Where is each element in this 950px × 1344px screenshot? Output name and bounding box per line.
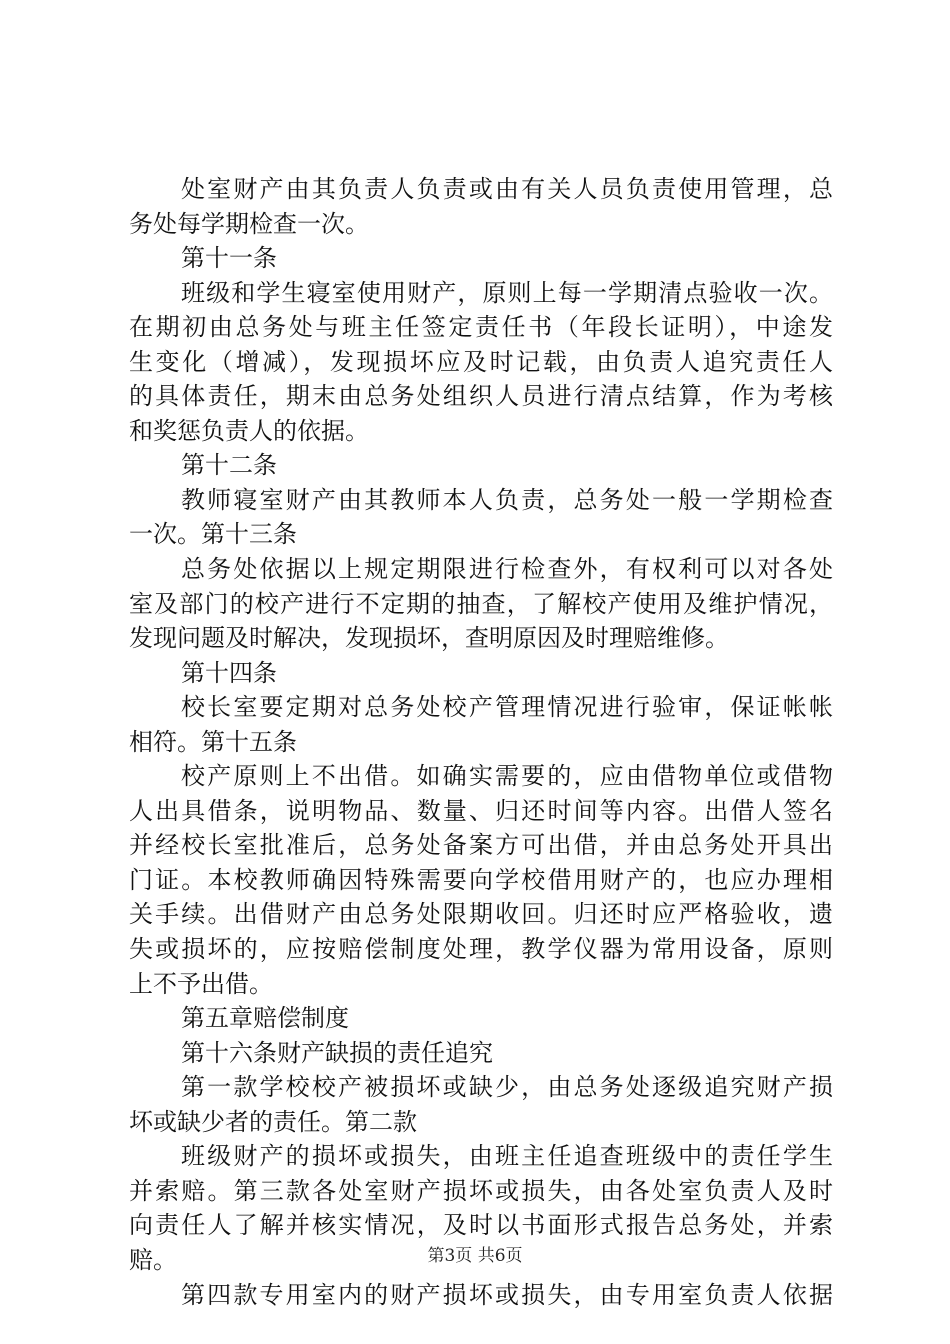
text-line: 总务处依据以上规定期限进行检查外，有权利可以对各处: [181, 555, 833, 584]
text-line: 生变化（增减），发现损坏应及时记载，由负责人追究责任人: [129, 347, 833, 376]
document-body: [129, 172, 833, 1312]
text-line: 处室财产由其负责人负责或由有关人员负责使用管理，总: [181, 175, 833, 203]
text-line: 失或损坏的，应按赔偿制度处理，教学仪器为常用设备，原则: [129, 935, 833, 964]
text-line: 第十一条: [181, 244, 277, 273]
text-line: 一次。第十三条: [129, 520, 297, 549]
text-line: 并经校长室批准后，总务处备案方可出借，并由总务处开具出: [129, 831, 833, 860]
text-line: 教师寝室财产由其教师本人负责，总务处一般一学期检查: [181, 485, 833, 514]
text-line: 门证。本校教师确因特殊需要向学校借用财产的，也应办理相: [129, 865, 833, 894]
text-line: 的具体责任，期末由总务处组织人员进行清点结算，作为考核: [129, 382, 833, 411]
text-line: 第十六条财产缺损的责任追究: [181, 1038, 493, 1067]
text-line: 相符。第十五条: [129, 727, 297, 756]
text-line: 务处每学期检查一次。: [129, 209, 369, 238]
text-line: 和奖惩负责人的依据。: [129, 416, 369, 445]
text-line: 班级和学生寝室使用财产，原则上每一学期清点验收一次。: [181, 278, 833, 307]
text-line: 关手续。出借财产由总务处限期收回。归还时应严格验收，遗: [129, 900, 833, 929]
text-line: 室及部门的校产进行不定期的抽查，了解校产使用及维护情况，: [129, 589, 833, 618]
text-line: 人出具借条，说明物品、数量、归还时间等内容。出借人签名: [129, 796, 833, 825]
text-line: 赔。: [129, 1245, 177, 1274]
text-line: 坏或缺少者的责任。第二款: [129, 1107, 417, 1136]
text-line: 在期初由总务处与班主任签定责任书（年段长证明），中途发: [129, 313, 833, 342]
text-line: 第十二条: [181, 451, 277, 480]
text-line: 第四款专用室内的财产损坏或损失，由专用室负责人依据: [181, 1280, 833, 1309]
text-line: 第一款学校校产被损坏或缺少，由总务处逐级追究财产损: [181, 1073, 833, 1102]
page-number-footer: 第3页 共6页: [427, 1246, 523, 1266]
text-line: 校长室要定期对总务处校产管理情况进行验审，保证帐帐: [181, 693, 833, 722]
text-line: 向责任人了解并核实情况，及时以书面形式报告总务处，并索: [129, 1211, 833, 1240]
text-line: 发现问题及时解决，发现损坏，查明原因及时理赔维修。: [129, 624, 729, 653]
text-line: 并索赔。第三款各处室财产损坏或损失，由各处室负责人及时: [129, 1176, 833, 1205]
text-line: 校产原则上不出借。如确实需要的，应由借物单位或借物: [181, 762, 833, 791]
text-line: 班级财产的损坏或损失，由班主任追查班级中的责任学生: [181, 1142, 833, 1171]
text-line: 第五章赔偿制度: [181, 1004, 349, 1033]
text-line: 第十四条: [181, 658, 277, 687]
text-line: 上不予出借。: [129, 969, 273, 998]
